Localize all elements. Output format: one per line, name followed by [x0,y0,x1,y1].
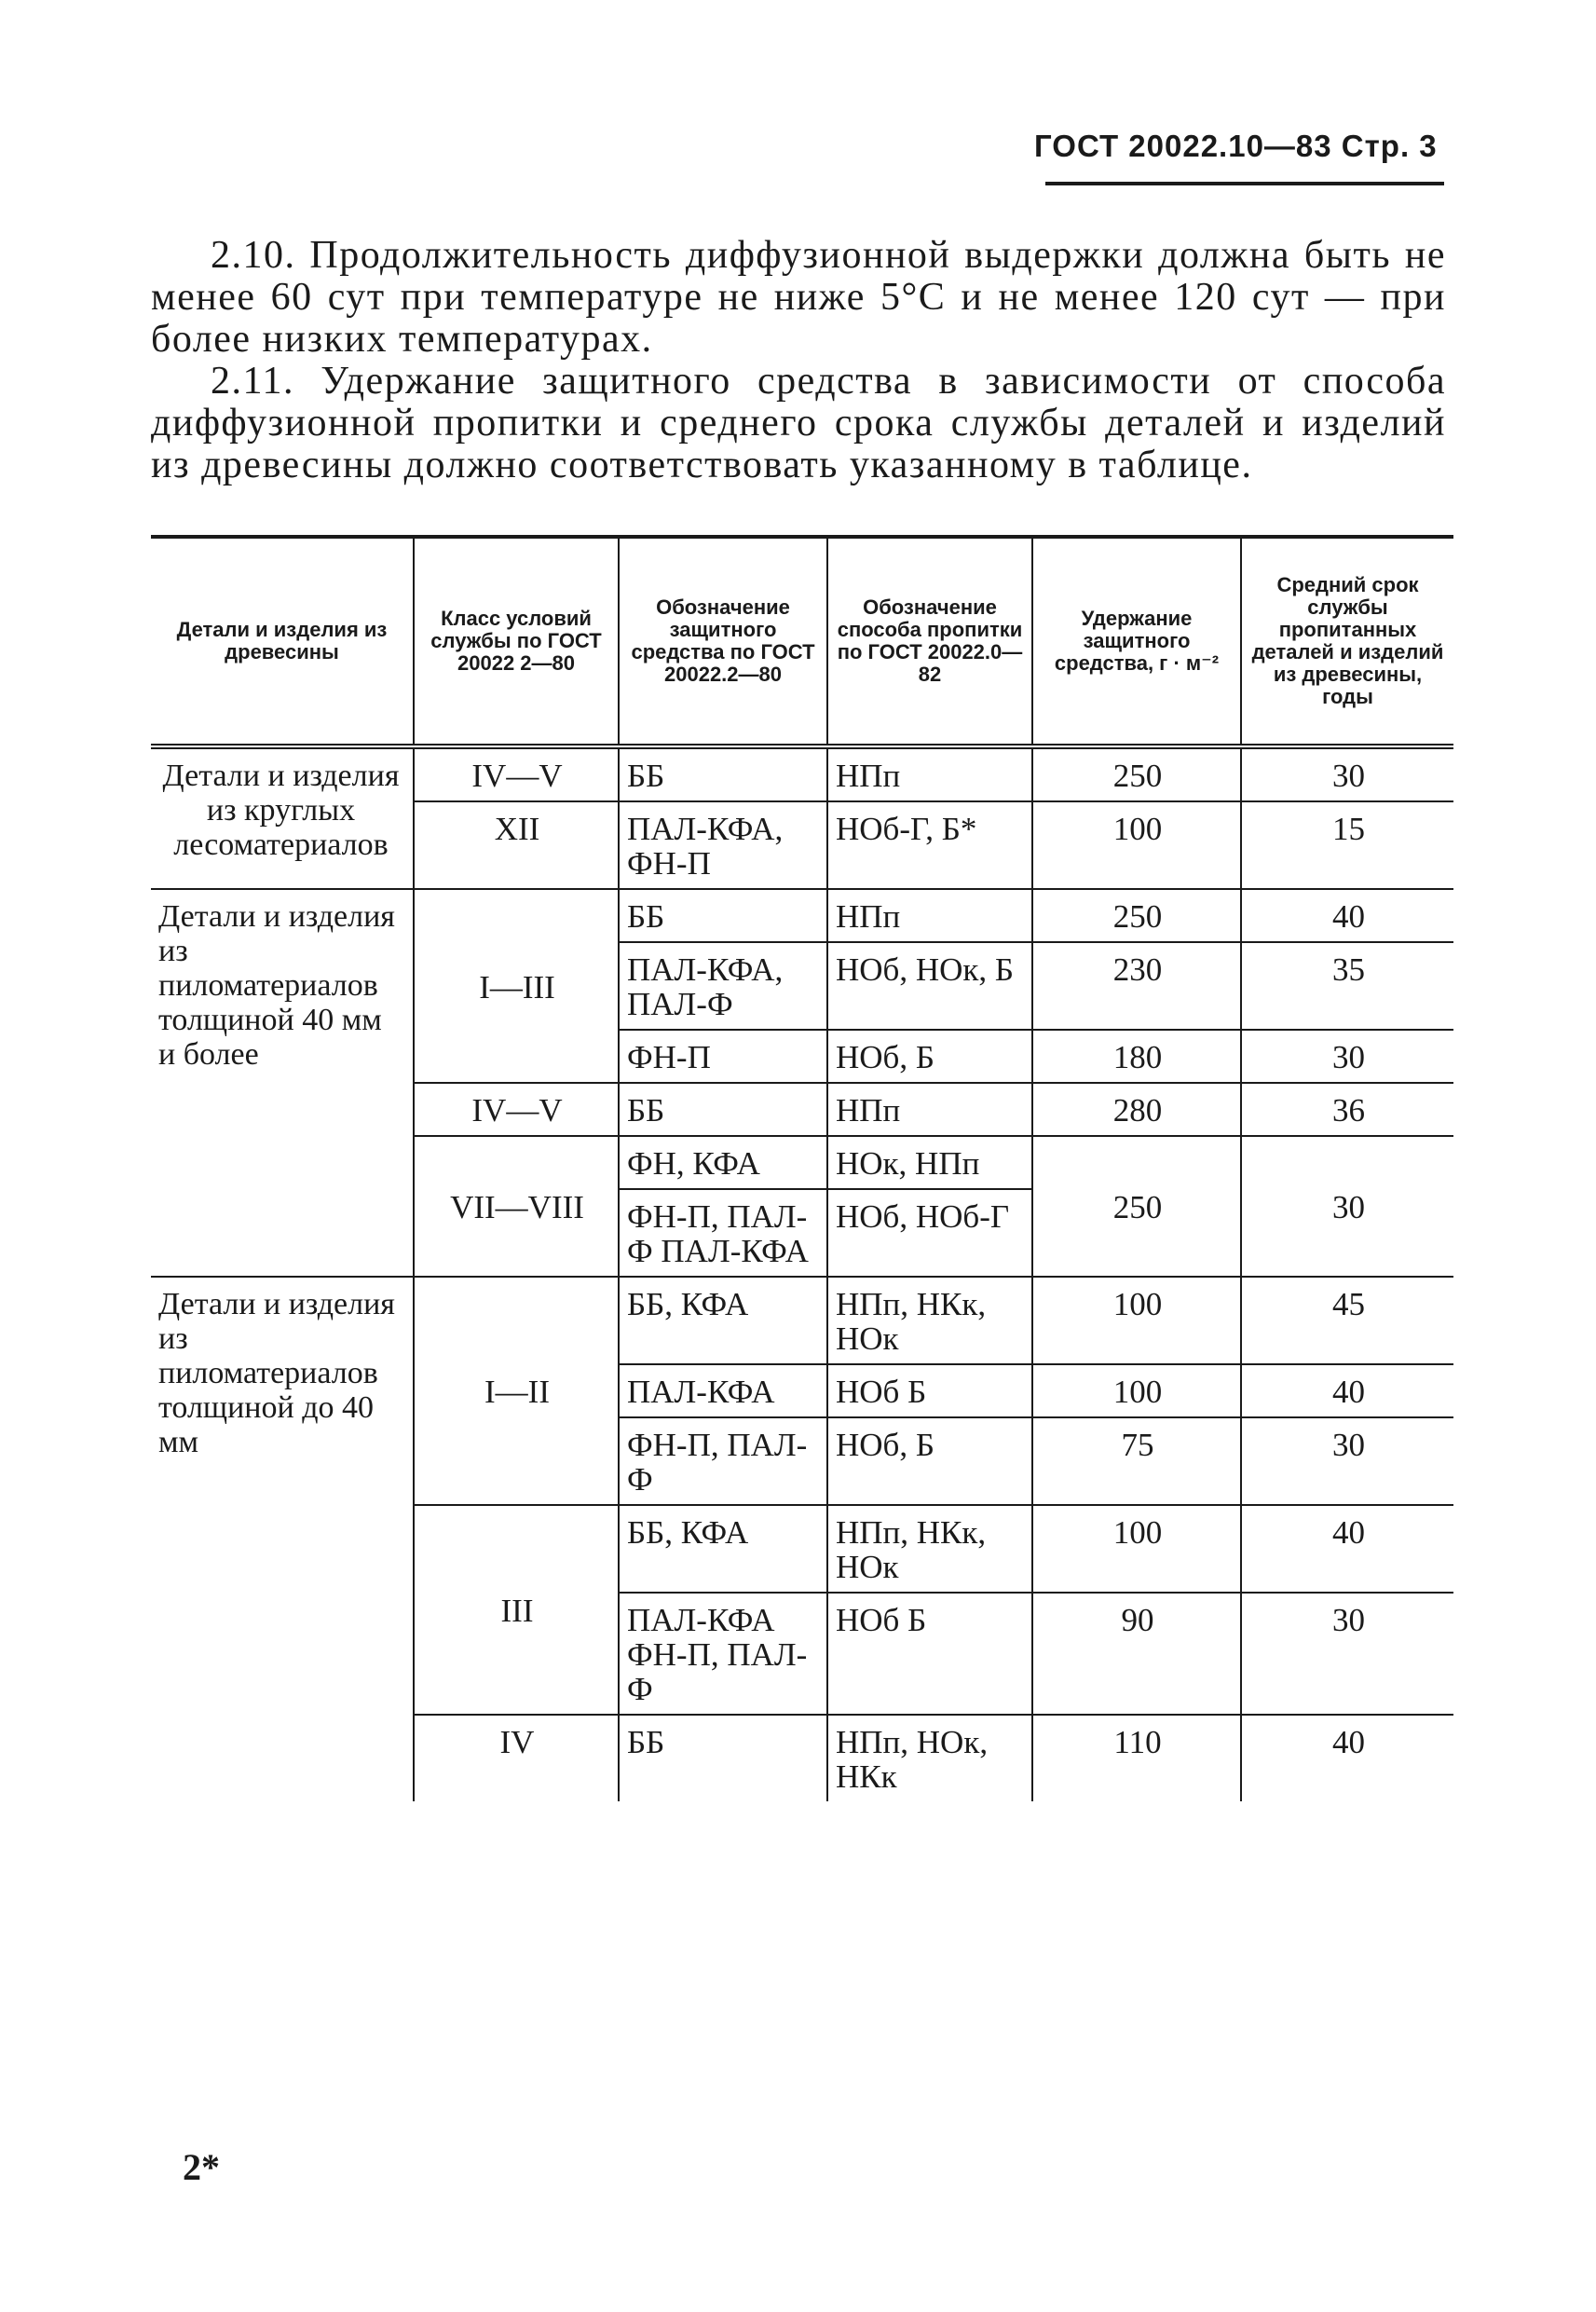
class-cell: I—III [414,889,619,1083]
method-cell: НПп [827,1083,1032,1136]
retention-cell: 90 [1032,1593,1241,1715]
agent-cell: ПАЛ-КФА ФН-П, ПАЛ-Ф [619,1593,827,1715]
table-row [151,1277,1453,1364]
life-cell: 30 [1241,1593,1453,1715]
life-cell: 40 [1241,1715,1453,1801]
agent-cell: ФН-П, ПАЛ-Ф [619,1417,827,1505]
retention-cell: 280 [1032,1083,1241,1136]
agent-cell: ПАЛ-КФА [619,1364,827,1417]
table-row [151,889,1453,942]
header-life: Средний срок службы пропитанных деталей и изделий из древесины, годы [1241,537,1453,746]
life-cell: 40 [1241,1364,1453,1417]
page-signature-mark: 2* [183,2146,220,2188]
life-cell: 35 [1241,942,1453,1030]
class-cell: IV [414,1715,619,1801]
header-rule [1045,182,1444,185]
paragraph-2-11-text: 2.11. Удержание защитного средства в зависимости от способа диффузионной пропитки и среднего срока службы деталей и изделий из древесины должно соответствовать указанному в таблице. [151,360,1446,486]
method-cell: НОб, НОк, Б [827,942,1032,1030]
retention-cell: 100 [1032,1364,1241,1417]
header-agent: Обозначение защитного средства по ГОСТ 20022.2—80 [619,537,827,746]
method-cell: НОб, Б [827,1030,1032,1083]
agent-cell: ФН-П [619,1030,827,1083]
life-cell: 45 [1241,1277,1453,1364]
retention-cell: 110 [1032,1715,1241,1801]
agent-cell: ФН-П, ПАЛ-Ф ПАЛ-КФА [619,1189,827,1277]
class-cell: IV—V [414,1083,619,1136]
class-cell: XII [414,801,619,889]
class-cell: III [414,1505,619,1715]
header-method: Обозначение способа пропитки по ГОСТ 20022.0—82 [827,537,1032,746]
method-cell: НПп [827,746,1032,801]
agent-cell: ФН, КФА [619,1136,827,1189]
life-cell: 36 [1241,1083,1453,1136]
life-cell: 30 [1241,746,1453,801]
retention-cell: 100 [1032,1505,1241,1593]
agent-cell: ББ [619,1083,827,1136]
life-cell: 30 [1241,1136,1453,1277]
retention-table [151,535,1453,1801]
agent-cell: ПАЛ-КФА, ПАЛ-Ф [619,942,827,1030]
method-cell: НПп, НОк, НКк [827,1715,1032,1801]
class-cell: I—II [414,1277,619,1505]
paragraph-2-10 [151,235,1446,361]
retention-cell: 250 [1032,1136,1241,1277]
method-cell: НПп, НКк, НОк [827,1505,1032,1593]
part-sawn-thick: Детали и изделия из пиломатериалов толщиной 40 мм и более [151,889,414,1277]
paragraph-2-11 [151,361,1446,486]
method-cell: НОб Б [827,1364,1032,1417]
agent-cell: ББ [619,746,827,801]
agent-cell: ББ [619,889,827,942]
method-cell: НПп, НКк, НОк [827,1277,1032,1364]
class-cell: VII—VIII [414,1136,619,1277]
header-retention: Удержание защитного средства, г · м⁻² [1032,537,1241,746]
method-cell: НОк, НПп [827,1136,1032,1189]
part-sawn-thin: Детали и изделия из пиломатериалов толщиной до 40 мм [158,1287,395,1459]
paragraph-2-10-text: 2.10. Продолжительность диффузионной выдержки должна быть не менее 60 сут при температуре не ниже 5°С и не менее 120 сут — при более низких температурах. [151,234,1446,361]
retention-cell: 250 [1032,746,1241,801]
table-header-row [151,537,1453,746]
method-cell: НОб, Б [827,1417,1032,1505]
header-part: Детали и изделия из древесины [151,537,414,746]
retention-cell: 250 [1032,889,1241,942]
part-round: Детали и изделия из круглых лесоматериалов [151,746,414,889]
agent-cell: ПАЛ-КФА, ФН-П [619,801,827,889]
retention-cell: 230 [1032,942,1241,1030]
life-cell: 15 [1241,801,1453,889]
life-cell: 40 [1241,1505,1453,1593]
retention-cell: 100 [1032,801,1241,889]
life-cell: 30 [1241,1417,1453,1505]
method-cell: НОб Б [827,1593,1032,1715]
life-cell: 30 [1241,1030,1453,1083]
method-cell: НОб-Г, Б* [827,801,1032,889]
agent-cell: ББ, КФА [619,1505,827,1593]
header-class: Класс условий службы по ГОСТ 20022 2—80 [414,537,619,746]
page-header: ГОСТ 20022.10—83 Стр. 3 [1034,129,1438,163]
method-cell: НОб, НОб-Г [827,1189,1032,1277]
life-cell: 40 [1241,889,1453,942]
class-cell: IV—V [414,746,619,801]
agent-cell: ББ, КФА [619,1277,827,1364]
retention-cell: 75 [1032,1417,1241,1505]
retention-cell: 180 [1032,1030,1241,1083]
table-row [151,746,1453,801]
retention-cell: 100 [1032,1277,1241,1364]
agent-cell: ББ [619,1715,827,1801]
method-cell: НПп [827,889,1032,942]
